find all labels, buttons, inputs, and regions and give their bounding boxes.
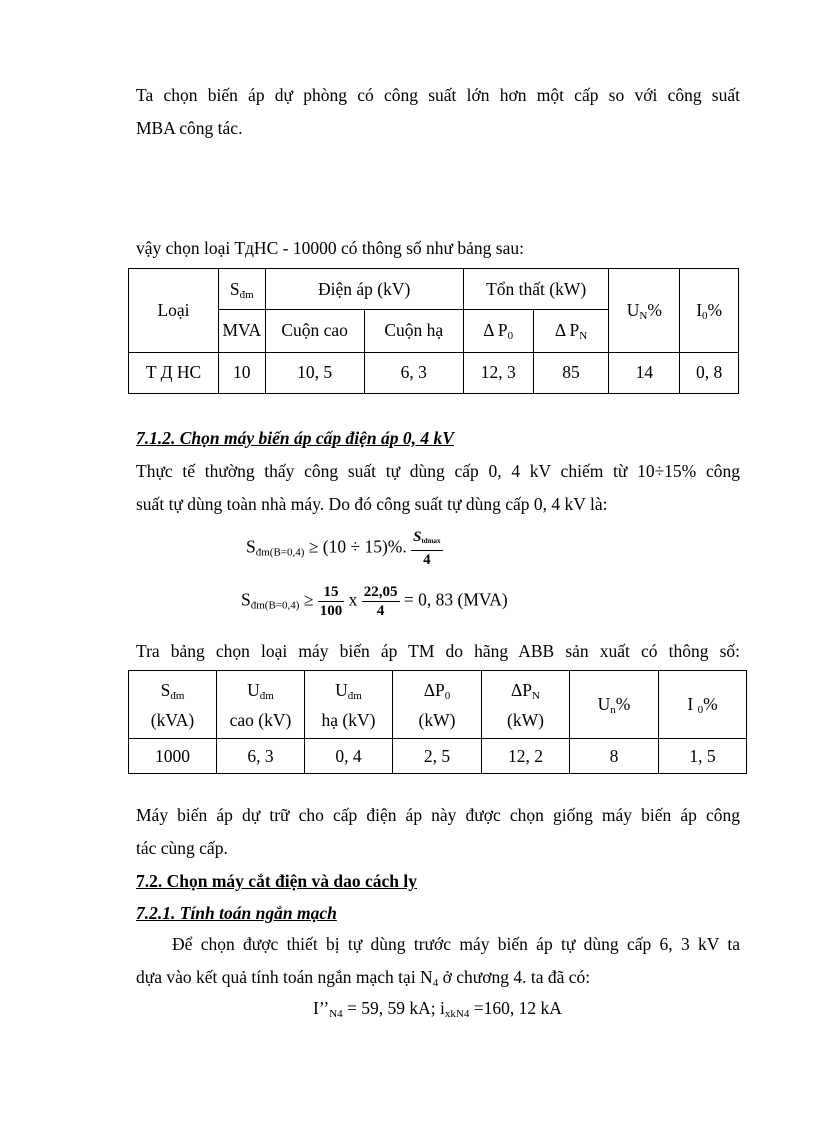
formula-1: $S_{đm(B=0,4)} \ge (10 \div 15)\%$. $\frac{\text{Stdmax}}{4}$ (246, 529, 441, 568)
heading-7-2: 7.2. Chọn máy cắt điện và dao cách ly (136, 871, 417, 891)
table-cell: 0, 4 (305, 739, 393, 774)
paragraph-3-line-1: Thực tế thường thấy công suất tự dùng cấp 0, 4 kV chiếm từ 10÷15% công (136, 461, 740, 481)
table-cell: 0, 8 (680, 352, 739, 393)
header-un: $U_N\%$ (609, 269, 680, 353)
header-i0: I $_0$% (659, 671, 747, 739)
paragraph-5-line-1: Máy biến áp dự trữ cho cấp điện áp này được chọn giống máy biến áp công (136, 805, 740, 825)
paragraph-3-line-2: suất tự dùng toàn nhà máy. Do đó công suất tự dùng cấp 0, 4 kV là: (136, 494, 608, 514)
table-cell: 12, 2 (482, 739, 570, 774)
transformer-table-1 (128, 268, 739, 394)
formula-2-fraction-2: $\frac{22,05}{4}$ (363, 584, 398, 619)
header-cuon-ha: Cuộn hạ (364, 310, 463, 352)
paragraph-6-line-2: dựa vào kết quả tính toán ngắn mạch tại $N_4$ ở chương 4. ta đã có: (136, 967, 591, 989)
table-cell: 2, 5 (393, 739, 482, 774)
header-s: $S_{đm}$ (219, 269, 266, 310)
paragraph-2: vậy chọn loại TдHC - 10000 có thông số như bảng sau: (136, 238, 524, 258)
header-dp0: $\Delta P_0$ (kW) (393, 671, 482, 739)
header-dien-ap: Điện áp (kV) (265, 269, 463, 310)
header-cuon-cao: Cuộn cao (265, 310, 364, 352)
formula-1-fraction: $\frac{\text{Stdmax}}{4}$ (413, 529, 441, 568)
transformer-table-2 (128, 670, 747, 774)
header-s-unit: MVA (219, 310, 266, 352)
paragraph-6-line-1: Để chọn được thiết bị tự dùng trước máy biến áp tự dùng cấp 6, 3 kV ta (172, 934, 740, 954)
paragraph-1-line-1: Ta chọn biến áp dự phòng có công suất lớn hơn một cấp so với công suất (136, 85, 740, 105)
header-un: $U_n\%$ (570, 671, 659, 739)
formula-2: $S_{đm(B=0,4)}$ ≥ $\frac{15}{100}$ x $\frac{22,05}{4}$ = 0, 83 (MVA) (241, 584, 508, 619)
table-cell: 1000 (129, 739, 217, 774)
heading-7-2-1: 7.2.1. Tính toán ngắn mạch (136, 903, 337, 923)
table-cell: 10, 5 (265, 352, 364, 393)
paragraph-5-line-2: tác cùng cấp. (136, 838, 228, 858)
table-cell: T Д HC (129, 352, 219, 393)
header-dp0: Δ $P_0$ (463, 310, 533, 352)
paragraph-4: Tra bảng chọn loại máy biến áp TM do hãng ABB sản xuất có thông số: (136, 641, 740, 661)
header-loai: Loại (129, 269, 219, 353)
header-dpn: $\Delta P_N$ (kW) (482, 671, 570, 739)
header-dpn: Δ $P_N$ (533, 310, 609, 352)
heading-7-1-2: 7.1.2. Chọn máy biến áp cấp điện áp 0, 4 kV (136, 428, 454, 448)
paragraph-1-line-2: MBA công tác. (136, 118, 243, 138)
table-cell: 12, 3 (463, 352, 533, 393)
header-sdm: $S_{đm}$ (kVA) (129, 671, 217, 739)
header-ton-that: Tổn thất (kW) (463, 269, 609, 310)
table-cell: 6, 3 (364, 352, 463, 393)
table-cell: 6, 3 (217, 739, 305, 774)
table-cell: 10 (219, 352, 266, 393)
formula-2-fraction-1: $\frac{15}{100}$ (319, 584, 343, 619)
table-cell: 14 (609, 352, 680, 393)
table-cell: 1, 5 (659, 739, 747, 774)
header-i0: $I_0\%$ (680, 269, 739, 353)
formula-3: $I’’_{N4} = 59$, 59 kA; $i_{xkN4} =160$, 12 kA (313, 998, 562, 1020)
header-udm-ha: $U_{đm}$ hạ (kV) (305, 671, 393, 739)
table-cell: 8 (570, 739, 659, 774)
header-udm-cao: $U_{đm}$ cao (kV) (217, 671, 305, 739)
table-cell: 85 (533, 352, 609, 393)
